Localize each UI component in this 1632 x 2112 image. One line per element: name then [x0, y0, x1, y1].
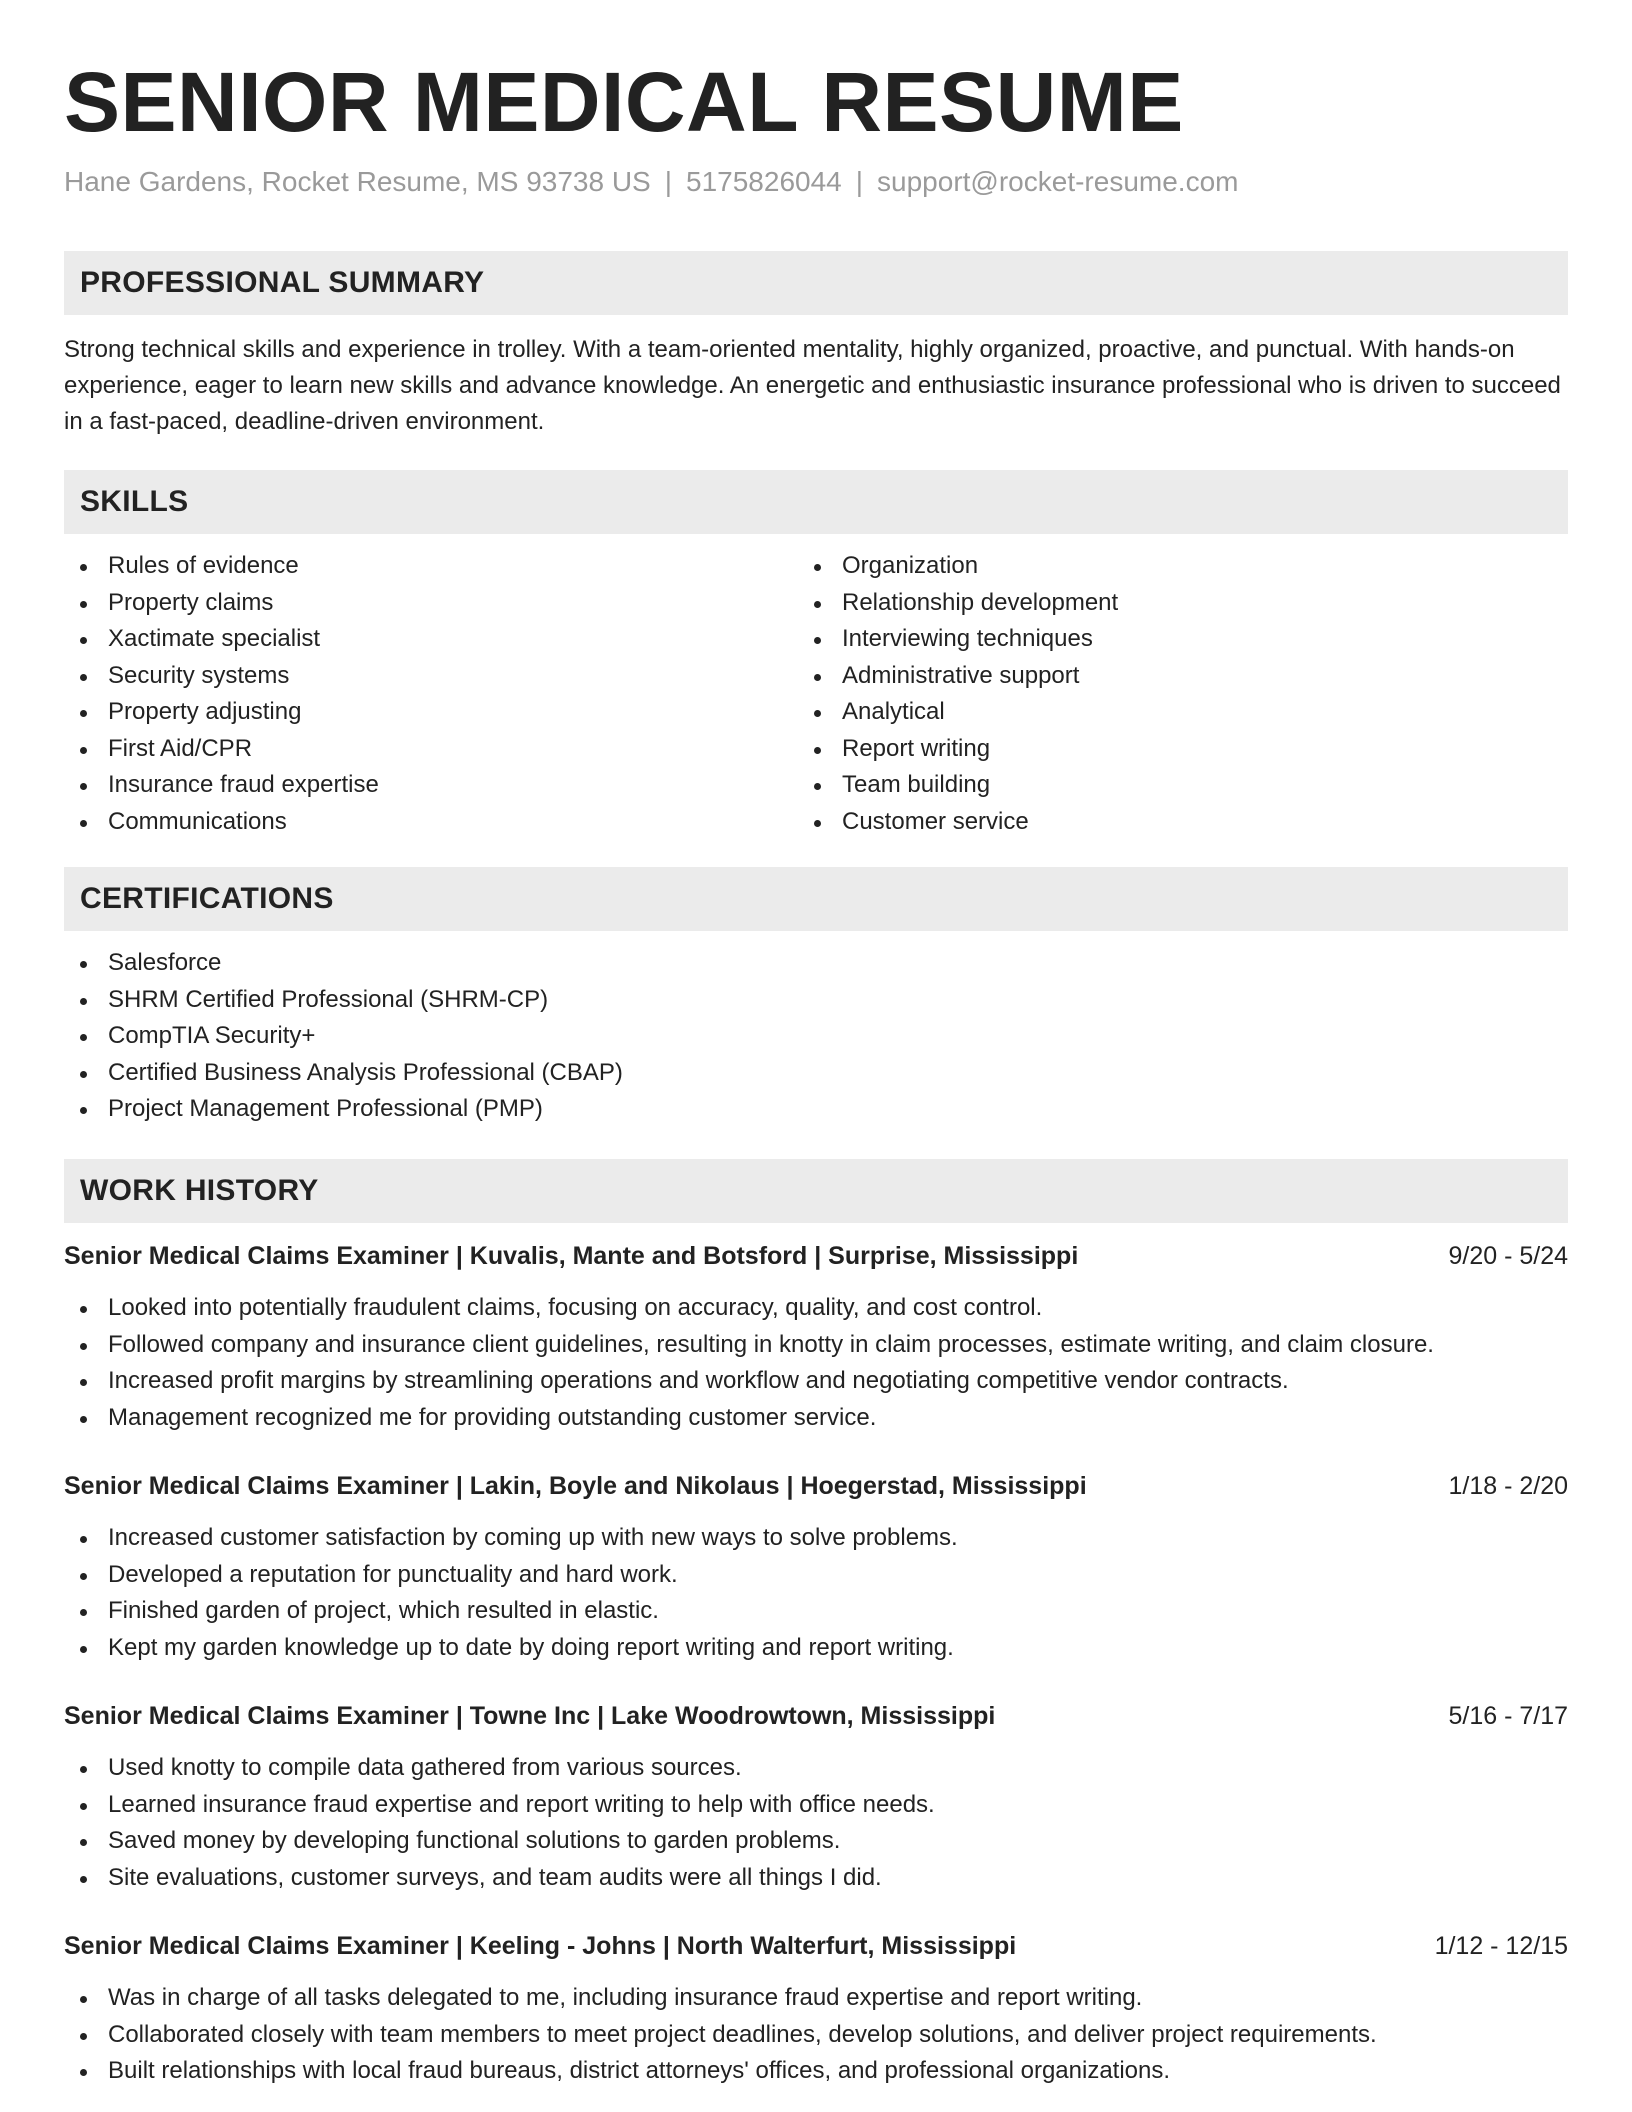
job-title: Senior Medical Claims Examiner | Towne Inc | Lake Woodrowtown, Mississippi	[64, 1702, 996, 1730]
job-bullet: Followed company and insurance client guidelines, resulting in knotty in claim processes, estimate writing, and claim closure.	[64, 1327, 1434, 1364]
skill-item: Property claims	[64, 585, 379, 622]
skill-item: Administrative support	[798, 658, 1118, 695]
contact-separator: |	[664, 166, 673, 197]
skills-section-header	[64, 470, 1568, 534]
skills-list-left	[64, 548, 379, 840]
skill-item: Xactimate specialist	[64, 621, 379, 658]
job-bullets	[64, 1290, 1434, 1436]
job-bullet: Increased profit margins by streamlining operations and workflow and negotiating competitive vendor contracts.	[64, 1363, 1434, 1400]
certifications-heading: CERTIFICATIONS	[80, 882, 334, 915]
job-dates: 1/12 - 12/15	[1434, 1932, 1568, 1960]
job-dates: 9/20 - 5/24	[1448, 1242, 1568, 1270]
contact-address: Hane Gardens, Rocket Resume, MS 93738 US	[64, 166, 651, 197]
skill-item: Communications	[64, 804, 379, 841]
skill-item: Interviewing techniques	[798, 621, 1118, 658]
job-bullet: Collaborated closely with team members to meet project deadlines, develop solutions, and deliver project requirements.	[64, 2017, 1377, 2054]
job-bullet: Finished garden of project, which resulted in elastic.	[64, 1593, 958, 1630]
skill-item: Customer service	[798, 804, 1118, 841]
skill-item: Organization	[798, 548, 1118, 585]
certification-item: CompTIA Security+	[64, 1018, 623, 1055]
contact-email: support@rocket-resume.com	[877, 166, 1239, 197]
job-bullet: Built relationships with local fraud bureaus, district attorneys' offices, and professional organizations.	[64, 2053, 1377, 2090]
job-dates: 5/16 - 7/17	[1448, 1702, 1568, 1730]
job-bullet: Management recognized me for providing outstanding customer service.	[64, 1400, 1434, 1437]
skill-item: First Aid/CPR	[64, 731, 379, 768]
job-header	[64, 1238, 1568, 1274]
certifications-list	[64, 945, 623, 1128]
summary-section-header	[64, 251, 1568, 315]
certifications-section-header	[64, 867, 1568, 931]
job-title: Senior Medical Claims Examiner | Lakin, Boyle and Nikolaus | Hoegerstad, Mississippi	[64, 1472, 1087, 1500]
job-bullet: Increased customer satisfaction by coming up with new ways to solve problems.	[64, 1520, 958, 1557]
job-bullets	[64, 1980, 1377, 2090]
skills-list-right	[798, 548, 1118, 840]
skill-item: Insurance fraud expertise	[64, 767, 379, 804]
job-header	[64, 1698, 1568, 1734]
certification-item: Certified Business Analysis Professional (CBAP)	[64, 1055, 623, 1092]
job-bullet: Learned insurance fraud expertise and report writing to help with office needs.	[64, 1787, 935, 1824]
job-bullet: Was in charge of all tasks delegated to me, including insurance fraud expertise and report writing.	[64, 1980, 1377, 2017]
job-bullet: Looked into potentially fraudulent claims, focusing on accuracy, quality, and cost control.	[64, 1290, 1434, 1327]
job-title: Senior Medical Claims Examiner | Kuvalis, Mante and Botsford | Surprise, Mississippi	[64, 1242, 1079, 1270]
resume-title: SENIOR MEDICAL RESUME	[64, 55, 1184, 149]
job-title: Senior Medical Claims Examiner | Keeling - Johns | North Walterfurt, Mississippi	[64, 1932, 1017, 1960]
job-header	[64, 1928, 1568, 1964]
job-dates: 1/18 - 2/20	[1448, 1472, 1568, 1500]
skill-item: Relationship development	[798, 585, 1118, 622]
skill-item: Team building	[798, 767, 1118, 804]
skill-item: Report writing	[798, 731, 1118, 768]
skill-item: Analytical	[798, 694, 1118, 731]
job-bullet: Saved money by developing functional solutions to garden problems.	[64, 1823, 935, 1860]
contact-phone: 5175826044	[686, 166, 842, 197]
work-history-section-header	[64, 1159, 1568, 1223]
certification-item: Salesforce	[64, 945, 623, 982]
certification-item: SHRM Certified Professional (SHRM-CP)	[64, 982, 623, 1019]
job-bullet: Used knotty to compile data gathered from various sources.	[64, 1750, 935, 1787]
work-history-heading: WORK HISTORY	[80, 1174, 319, 1207]
job-header	[64, 1468, 1568, 1504]
job-bullet: Developed a reputation for punctuality and hard work.	[64, 1557, 958, 1594]
job-bullet: Kept my garden knowledge up to date by doing report writing and report writing.	[64, 1630, 958, 1667]
certification-item: Project Management Professional (PMP)	[64, 1091, 623, 1128]
contact-line	[64, 164, 1238, 200]
skill-item: Property adjusting	[64, 694, 379, 731]
job-bullets	[64, 1520, 958, 1666]
skills-heading: SKILLS	[80, 485, 189, 518]
job-bullets	[64, 1750, 935, 1896]
contact-separator: |	[855, 166, 864, 197]
summary-text: Strong technical skills and experience in trolley. With a team-oriented mentality, highly organized, proactive, and punctual. With hands-on experience, eager to learn new skills and advance knowledge. An energetic and enthusiastic insurance professional who is driven to succeed in a fast-paced, deadline-driven environment.	[64, 336, 1561, 435]
job-bullet: Site evaluations, customer surveys, and team audits were all things I did.	[64, 1860, 935, 1897]
summary-heading: PROFESSIONAL SUMMARY	[80, 266, 485, 299]
skill-item: Rules of evidence	[64, 548, 379, 585]
skill-item: Security systems	[64, 658, 379, 695]
